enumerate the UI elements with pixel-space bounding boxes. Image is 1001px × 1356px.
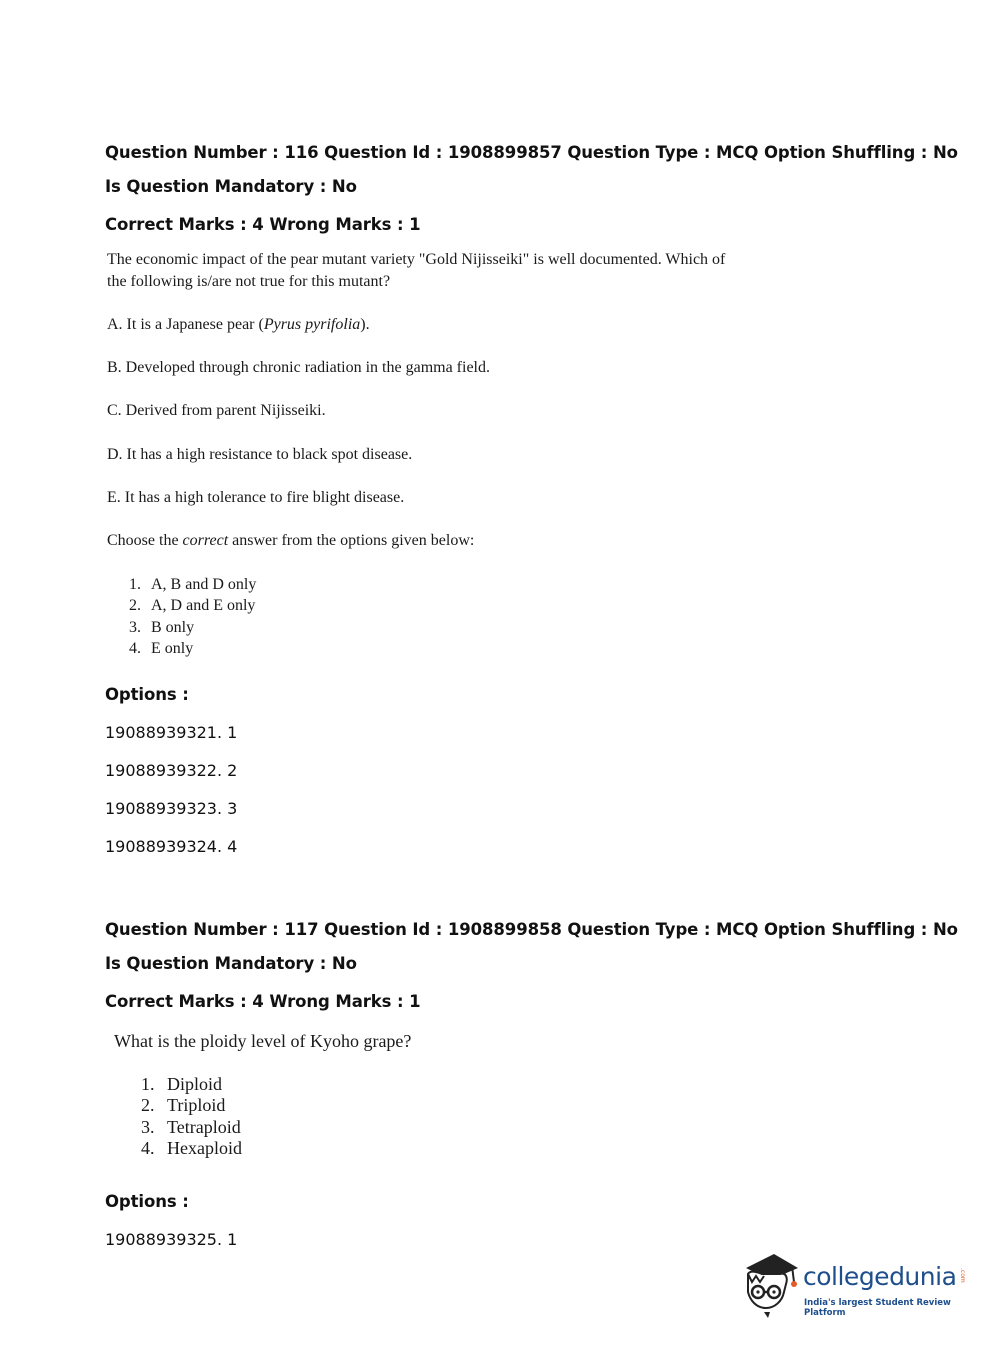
q117-mandatory: Is Question Mandatory : No (105, 954, 357, 973)
choice-number: 4. (141, 1138, 155, 1158)
q116-statement-e: E. It has a high tolerance to fire blight disease. (107, 489, 405, 506)
q116-mandatory: Is Question Mandatory : No (105, 177, 357, 196)
q116-stem-line-2: the following is/are not true for this mutant? (107, 273, 391, 290)
q117-marks: Correct Marks : 4 Wrong Marks : 1 (105, 992, 421, 1011)
choice-text: Diploid (167, 1074, 223, 1094)
q116-option: 19088939324. 4 (105, 837, 238, 856)
q116-statement-a (107, 316, 370, 334)
brand-name: collegedunia (803, 1262, 957, 1291)
choice-text: Triploid (167, 1095, 226, 1115)
choice-text: B only (151, 619, 195, 636)
choice-number: 2. (129, 597, 141, 614)
q116-option: 19088939321. 1 (105, 723, 238, 742)
q116-choose-instruction (107, 532, 474, 550)
q116-stem-line-1: The economic impact of the pear mutant variety "Gold Nijisseiki" is well documented. Which of (107, 251, 726, 268)
choice-number: 4. (129, 640, 141, 657)
choice-text: E only (151, 640, 194, 657)
brand-tagline: India's largest Student Review Platform (804, 1298, 951, 1318)
q117-options-label: Options : (105, 1192, 189, 1211)
mascot-icon (740, 1248, 802, 1320)
statement-a-species: Pyrus pyrifolia (263, 316, 361, 333)
q116-options-label: Options : (105, 685, 189, 704)
q116-option: 19088939323. 3 (105, 799, 238, 818)
q116-statement-c: C. Derived from parent Nijisseiki. (107, 402, 326, 419)
statement-a-suffix: ). (360, 316, 370, 333)
q117-choice (141, 1074, 222, 1095)
statement-a-prefix: A. It is a Japanese pear ( (107, 316, 264, 333)
choice-text: Hexaploid (167, 1138, 242, 1158)
collegedunia-logo (740, 1248, 970, 1320)
q117-choice (141, 1095, 225, 1116)
choice-number: 2. (141, 1095, 155, 1115)
q117-choice (141, 1117, 241, 1138)
q116-marks: Correct Marks : 4 Wrong Marks : 1 (105, 215, 421, 234)
q117-stem: What is the ploidy level of Kyoho grape? (114, 1031, 412, 1051)
choice-number: 3. (129, 619, 141, 636)
q117-header: Question Number : 117 Question Id : 1908899858 Question Type : MCQ Option Shuffling : No (105, 920, 958, 939)
brand-domain: .com (959, 1268, 966, 1283)
q116-choice (129, 597, 255, 615)
q116-choice (129, 640, 193, 658)
q116-statement-d: D. It has a high resistance to black spot disease. (107, 446, 413, 463)
choice-text: A, B and D only (151, 576, 257, 593)
q116-statement-b: B. Developed through chronic radiation in the gamma field. (107, 359, 490, 376)
q117-choice (141, 1138, 242, 1159)
q116-header: Question Number : 116 Question Id : 1908899857 Question Type : MCQ Option Shuffling : No (105, 143, 958, 162)
choose-prefix: Choose the (107, 532, 183, 549)
q116-choice (129, 576, 256, 594)
q117-option: 19088939325. 1 (105, 1230, 238, 1249)
q116-choice (129, 619, 194, 637)
choice-text: Tetraploid (167, 1117, 241, 1137)
choice-number: 3. (141, 1117, 155, 1137)
choice-number: 1. (129, 576, 141, 593)
choose-suffix: answer from the options given below: (228, 532, 475, 549)
choice-text: A, D and E only (151, 597, 256, 614)
choice-number: 1. (141, 1074, 155, 1094)
q116-option: 19088939322. 2 (105, 761, 238, 780)
choose-emphasis: correct (182, 532, 229, 549)
